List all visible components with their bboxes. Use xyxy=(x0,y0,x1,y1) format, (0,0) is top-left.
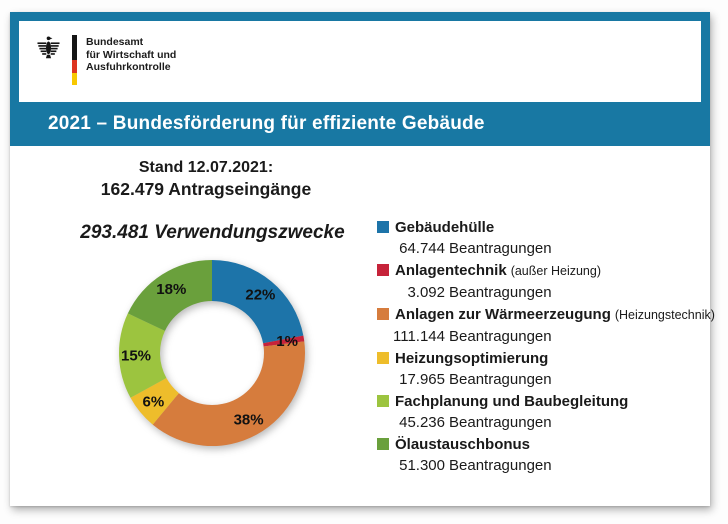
legend-label: Ölaustauschbonus xyxy=(395,436,531,453)
legend-count xyxy=(377,412,713,433)
slide-card xyxy=(10,12,715,506)
legend-count xyxy=(377,326,713,347)
chart-title: 293.481 Verwendungszwecke xyxy=(80,222,345,243)
legend-count-number: 17.965 xyxy=(399,371,445,388)
legend-label: Anlagen zur Wärmeerzeugung xyxy=(395,306,611,323)
legend-count-number: 51.300 xyxy=(399,457,445,474)
legend-count-number: 3.092 xyxy=(407,284,445,301)
legend-swatch-icon xyxy=(377,395,389,407)
legend-count-unit: Beantragungen xyxy=(449,457,552,474)
logo-line-2: für Wirtschaft und xyxy=(86,48,177,61)
legend-item-gebäudehülle xyxy=(377,217,713,259)
legend-item-anlagen-zur-wärmeerzeugung xyxy=(377,304,713,347)
legend xyxy=(377,217,713,477)
legend-count xyxy=(377,369,713,390)
legend-count-number: 45.236 xyxy=(399,414,445,431)
legend-count-number: 111.144 xyxy=(393,328,445,345)
legend-label: Anlagentechnik xyxy=(395,262,507,279)
status-date: Stand 12.07.2021: xyxy=(138,159,274,176)
legend-item-anlagentechnik xyxy=(377,260,713,303)
header-frame xyxy=(10,12,710,146)
donut-svg xyxy=(112,253,312,453)
legend-title-row xyxy=(377,348,713,369)
percent-label-ölaustauschbonus: 18% xyxy=(156,280,187,298)
legend-swatch-icon xyxy=(377,221,389,233)
bafa-logo xyxy=(37,35,176,85)
donut-chart xyxy=(112,253,312,453)
percent-label-heizungsoptimierung: 6% xyxy=(142,393,165,411)
legend-label: Heizungsoptimierung xyxy=(395,350,549,367)
legend-count-unit: Beantragungen xyxy=(449,371,552,388)
legend-count xyxy=(377,455,713,476)
legend-label: Fachplanung und Baubegleitung xyxy=(395,393,629,410)
legend-count-number: 64.744 xyxy=(399,240,445,257)
logo-line-1: Bundesamt xyxy=(86,36,144,48)
status-block xyxy=(70,158,342,200)
legend-title-row xyxy=(377,434,713,455)
legend-count-unit: Beantragungen xyxy=(449,414,552,431)
legend-swatch-icon xyxy=(377,308,389,320)
legend-count-unit: Beantragungen xyxy=(449,284,552,301)
legend-title-row xyxy=(377,304,713,326)
federal-eagle-icon xyxy=(37,35,60,60)
page-title: 2021 – Bundesförderung für effiziente Gebäude xyxy=(48,113,485,134)
legend-note: (Heizungstechnik) xyxy=(614,308,715,322)
logo-line-3: Ausfuhrkontrolle xyxy=(86,61,171,73)
flag-stripe xyxy=(72,35,77,85)
percent-label-gebäudehülle: 22% xyxy=(245,286,276,304)
legend-label: Gebäudehülle xyxy=(395,219,495,236)
legend-count xyxy=(377,238,713,259)
legend-title-row xyxy=(377,260,713,282)
legend-swatch-icon xyxy=(377,438,389,450)
legend-count xyxy=(377,282,713,303)
legend-count-unit: Beantragungen xyxy=(449,328,552,345)
percent-label-anlagen-zur-wärmeerzeugung: 38% xyxy=(233,411,264,429)
legend-swatch-icon xyxy=(377,264,389,276)
logo-text xyxy=(86,35,176,74)
status-total: 162.479 Antragseingänge xyxy=(100,179,312,199)
logo-box xyxy=(19,21,701,102)
legend-item-fachplanung-und-baubegleitung xyxy=(377,391,713,433)
title-banner xyxy=(10,102,710,146)
legend-swatch-icon xyxy=(377,352,389,364)
percent-label-fachplanung-und-baubegleitung: 15% xyxy=(120,347,152,365)
legend-item-heizungsoptimierung xyxy=(377,348,713,390)
legend-item-ölaustauschbonus xyxy=(377,434,713,476)
legend-count-unit: Beantragungen xyxy=(449,240,552,257)
legend-title-row xyxy=(377,391,713,412)
legend-note: (außer Heizung) xyxy=(510,264,602,278)
percent-label-anlagentechnik: 1% xyxy=(276,333,298,351)
legend-title-row xyxy=(377,217,713,238)
